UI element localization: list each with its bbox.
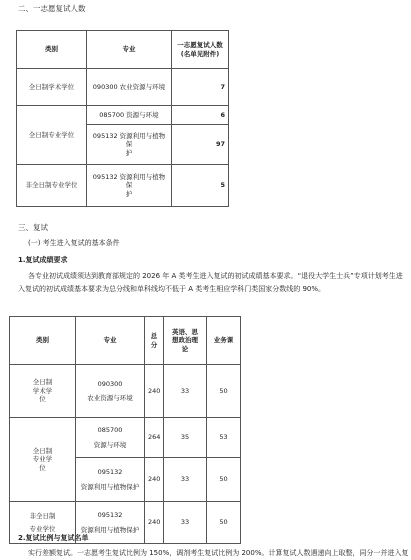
cell-major-line2: 农业资源与环境 <box>87 394 133 402</box>
section-title-applicant-count: 二、一志愿复试人数 <box>18 4 86 13</box>
cell-business: 50 <box>207 458 241 502</box>
table-header-row <box>10 317 241 365</box>
cell-politics: 33 <box>164 458 207 502</box>
item-title-retest-ratio: 2.复试比例与复试名单 <box>18 534 89 542</box>
cell-category-line3: 位 <box>39 463 46 472</box>
cell-major <box>87 125 172 165</box>
cell-major-line2: 资源利用与植物保护 <box>80 525 140 534</box>
cell-category: 全日制学术学位 <box>17 69 87 106</box>
cell-major-line1: 095132 资源利用与植物保 <box>92 131 166 149</box>
cell-category-line1: 全日制 <box>32 446 53 455</box>
header-total: 总分 <box>145 317 164 365</box>
applicant-count-table <box>16 30 229 207</box>
cell-category: 非全日制专业学位 <box>17 165 87 207</box>
table-row <box>17 106 229 125</box>
header-major: 专业 <box>87 31 172 69</box>
header-politics <box>164 317 207 365</box>
table-header-row <box>17 31 229 69</box>
subsection-title-conditions: (一) 考生进入复试的基本条件 <box>28 239 120 247</box>
cell-category-line2: 专业学 <box>32 455 53 464</box>
table-row <box>10 365 241 418</box>
cell-count: 97 <box>172 125 229 165</box>
cell-major-line2: 资源与环境 <box>93 440 127 449</box>
cell-count: 7 <box>172 69 229 106</box>
cell-total: 240 <box>145 365 164 418</box>
cell-category-line2: 专业学位 <box>29 524 56 533</box>
cell-major-line1: 085700 <box>97 426 123 435</box>
cell-major-line1: 090300 <box>97 379 123 388</box>
cell-major-line1: 095132 <box>97 511 123 520</box>
cell-category <box>10 365 76 418</box>
cell-major: 085700 资源与环境 <box>87 106 172 125</box>
header-business: 业务课 <box>207 317 241 365</box>
cell-category-line1: 非全日制 <box>29 512 56 521</box>
cell-category <box>10 418 76 502</box>
cell-politics: 33 <box>164 365 207 418</box>
cell-major <box>76 365 145 418</box>
paragraph-retest-ratio: 实行差额复试。一志愿考生复试比例为 150%，调剂考生复试比例为 200%。计算复试人数遇递向上取整，同分一并进入复 <box>28 549 409 557</box>
cell-business: 53 <box>207 418 241 458</box>
cell-major-line2: 护 <box>125 189 133 198</box>
header-count-line1: 一志愿复试人数 <box>177 41 223 50</box>
header-politics-line3: 论 <box>181 344 189 353</box>
cell-major: 090300 农业资源与环境 <box>87 69 172 106</box>
cell-major-line2: 护 <box>125 148 133 157</box>
section-title-retest: 三、复试 <box>18 223 48 232</box>
cell-total: 240 <box>145 458 164 502</box>
header-major: 专业 <box>76 317 145 365</box>
paragraph-score-requirement <box>18 272 411 294</box>
header-politics-line1: 英语、思 <box>172 327 198 336</box>
cell-category-line3: 位 <box>39 395 46 404</box>
table-row <box>17 69 229 106</box>
cell-count: 6 <box>172 106 229 125</box>
cell-major-line1: 095132 <box>97 468 123 477</box>
paragraph-line1: 各专业初试成绩须达到教育部规定的 2026 年 A 类考生进入复试的初试成绩基本要求。“退役大学生士兵”专项计划考生进 <box>28 272 403 280</box>
cell-major <box>76 458 145 502</box>
cell-category-line2: 学术学 <box>32 386 53 395</box>
score-requirement-table <box>9 316 241 544</box>
header-count <box>172 31 229 69</box>
header-count-line2: (名单见附件) <box>180 49 220 58</box>
header-politics-line2: 想政治理 <box>172 336 198 345</box>
paragraph-line2: 入复试的初试成绩基本要求为总分线和单科线均不低于 A 类考生相应学科门类国家分数线的 90%。 <box>18 285 326 294</box>
cell-category-line1: 全日制 <box>32 378 53 387</box>
cell-business: 50 <box>207 365 241 418</box>
cell-major-line2: 资源利用与植物保护 <box>80 482 140 491</box>
cell-business: 50 <box>207 502 241 544</box>
table-row <box>17 165 229 207</box>
header-category: 类别 <box>17 31 87 69</box>
item-title-score-requirement: 1.复试成绩要求 <box>18 256 68 264</box>
header-category: 类别 <box>10 317 76 365</box>
cell-total: 240 <box>145 502 164 544</box>
cell-total: 264 <box>145 418 164 458</box>
cell-politics: 33 <box>164 502 207 544</box>
cell-category: 全日制专业学位 <box>17 106 87 165</box>
cell-count: 5 <box>172 165 229 207</box>
cell-major-line1: 095132 资源利用与植物保 <box>92 172 166 190</box>
cell-major <box>76 418 145 458</box>
table-row <box>10 418 241 458</box>
cell-politics: 35 <box>164 418 207 458</box>
cell-major <box>87 165 172 207</box>
